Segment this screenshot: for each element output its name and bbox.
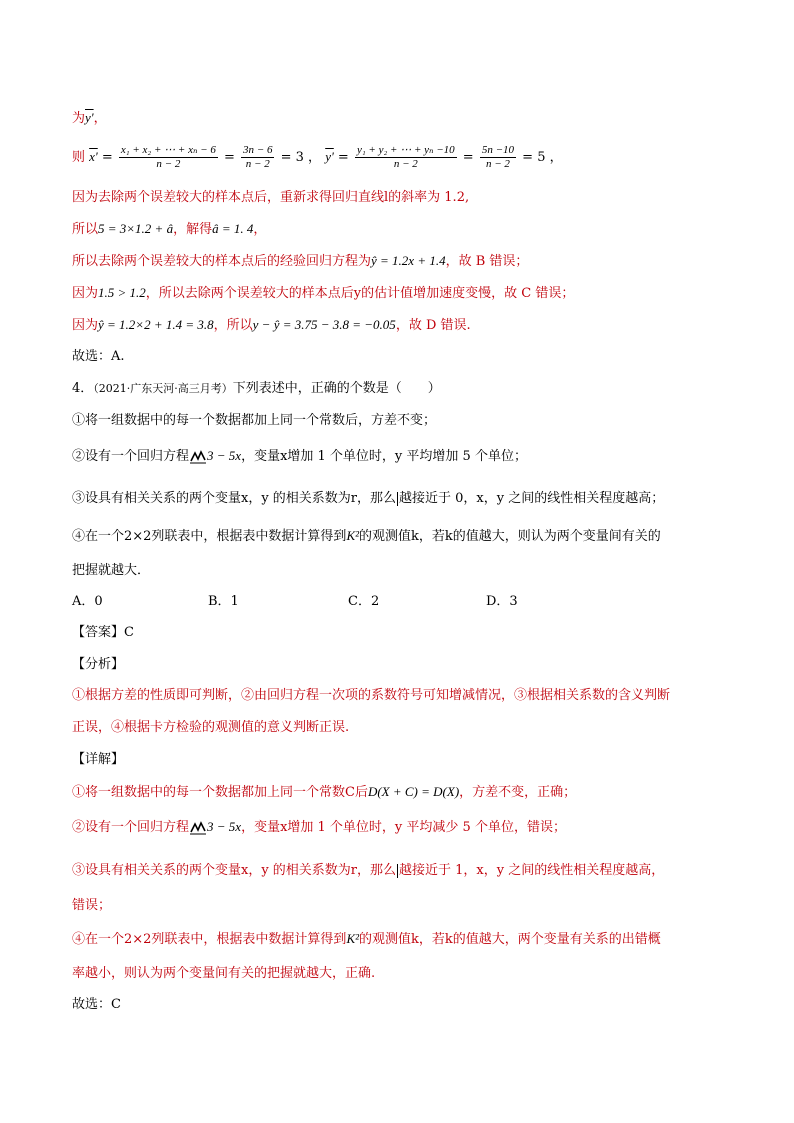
- math-symbol: = 5 ，: [522, 150, 563, 165]
- text-line: [72, 283, 574, 304]
- math-expression: 5 = 3×1.2 + â: [98, 221, 174, 236]
- statement-4: [72, 526, 661, 547]
- math-symbol: =: [101, 150, 113, 165]
- text-span: ，故 D 错误.: [395, 318, 471, 333]
- text-span: 为: [72, 111, 86, 126]
- detail-line-2: [72, 817, 566, 838]
- text-span: ，所以去除两个误差较大的样本点后y的估计值增加速度变慢，故 C 错误；: [145, 286, 575, 301]
- math-expression: y − ŷ = 3.75 − 3.8 = −0.05: [252, 317, 396, 332]
- text-span: ，所以: [213, 318, 253, 333]
- text-span: ④在一个2×2列联表中，根据表中数据计算得到: [72, 932, 347, 947]
- text-span: ③设具有相关关系的两个变量x，y 的相关系数为r，那么: [72, 863, 397, 878]
- fraction: [355, 144, 457, 171]
- detail-line-4-cont: 率越小，则认为两个变量间有关的把握就越大，正确.: [72, 966, 376, 981]
- math-symbol: =: [462, 150, 474, 165]
- math-expression: 3 − 5x: [207, 819, 242, 834]
- math-expression: ŷ = 1.2×2 + 1.4 = 3.8: [98, 317, 214, 332]
- fraction-numerator: y₁ + y₂ + ⋯ + yₙ −10: [356, 144, 455, 156]
- fraction-numerator: 3n − 6: [243, 144, 273, 156]
- text-span: 因为: [72, 318, 99, 333]
- fraction: [119, 144, 218, 171]
- option-b: B．1: [208, 594, 239, 609]
- statement-3: [72, 489, 664, 509]
- text-span: ②设有一个回归方程: [72, 820, 190, 835]
- text-span: ，变量x增加 1 个单位时，y 平均增加 5 个单位；: [241, 449, 527, 464]
- text-span: 则: [72, 150, 86, 165]
- math-expression: 3 − 5x: [207, 448, 242, 463]
- fraction-denominator: n − 2: [156, 158, 181, 170]
- text-span: 因为: [72, 286, 99, 301]
- final-answer: 故选：C: [72, 997, 121, 1012]
- fraction-numerator: 5n −10: [481, 144, 515, 156]
- math-expression: 1.5 > 1.2: [98, 285, 146, 300]
- text-span: 越接近于 1，x，y 之间的线性相关程度越高，: [399, 863, 665, 878]
- text-span: ③设具有相关关系的两个变量x，y 的相关系数为r，那么: [72, 491, 397, 506]
- text-span: 的观测值k，若k的值越大，则认为两个变量间有关的: [359, 529, 661, 544]
- text-span: ②设有一个回归方程: [72, 449, 190, 464]
- regression-hat-icon: [189, 821, 207, 835]
- math-expression: D(X + C) = D(X): [367, 784, 460, 799]
- math-expression: K²: [346, 528, 360, 543]
- analysis-line-1: ①根据方差的性质即可判断，②由回归方程一次项的系数符号可知增减情况，③根据相关系数的含义判断: [72, 688, 671, 703]
- statement-1: ①将一组数据中的每一个数据都加上同一个常数后，方差不变；: [72, 413, 437, 428]
- detail-line-3: [72, 861, 664, 881]
- text-line: [72, 315, 471, 336]
- fraction-denominator: n − 2: [245, 158, 270, 170]
- analysis-line-2: 正误，④根据卡方检验的观测值的意义判断正误.: [72, 720, 350, 735]
- text-line: [72, 219, 266, 240]
- text-span: 所以: [72, 222, 99, 237]
- math-symbol: y': [85, 110, 94, 125]
- text-span: ，: [253, 222, 267, 237]
- math-symbol: = 3 ，: [280, 150, 322, 165]
- math-expression: â = 1. 4: [212, 221, 254, 236]
- formula-line: [72, 142, 563, 173]
- question-text: 下列表述中，正确的个数是（ ）: [232, 381, 441, 396]
- analysis-label: 【分析】: [72, 657, 125, 672]
- answer-label: 【答案】C: [72, 625, 134, 640]
- detail-line-1: [72, 782, 576, 803]
- text-span: ，故 B 错误；: [445, 254, 529, 269]
- text-line: [72, 108, 107, 129]
- math-symbol: =: [337, 150, 349, 165]
- option-d: D．3: [486, 594, 518, 609]
- text-span: ，变量x增加 1 个单位时，y 平均减少 5 个单位，错误；: [241, 820, 566, 835]
- fraction-denominator: n − 2: [393, 158, 418, 170]
- abs-bar-icon: [397, 864, 398, 878]
- text-span: ，解得: [173, 222, 213, 237]
- text-line: [72, 251, 528, 272]
- fraction: [480, 144, 516, 171]
- math-symbol: =: [224, 150, 235, 165]
- detail-line-3-cont: 错误；: [72, 898, 112, 913]
- question-stem: [72, 379, 441, 399]
- math-expression: K²: [346, 931, 360, 946]
- text-span: ，: [93, 111, 107, 126]
- text-span: 所以去除两个误差较大的样本点后的经验回归方程为: [72, 254, 372, 269]
- detail-label: 【详解】: [72, 752, 125, 767]
- text-span: ④在一个2×2列联表中，根据表中数据计算得到: [72, 529, 347, 544]
- fraction-denominator: n − 2: [485, 158, 510, 170]
- math-symbol: y': [325, 149, 334, 164]
- option-a: A．0: [72, 594, 103, 609]
- fraction-numerator: x₁ + x₂ + ⋯ + xₙ − 6: [120, 144, 216, 156]
- statement-2: [72, 446, 527, 467]
- text-line: 因为去除两个误差较大的样本点后，重新求得回归直线l的斜率为 1.2,: [72, 190, 470, 205]
- answer-choice-line: 故选：A.: [72, 349, 125, 364]
- text-span: ①将一组数据中的每一个数据都加上同一个常数C后: [72, 785, 368, 800]
- question-number: 4．: [72, 381, 94, 396]
- text-span: 的观测值k，若k的值越大，两个变量有关系的出错概: [359, 932, 661, 947]
- fraction: [241, 144, 274, 171]
- regression-hat-icon: [189, 450, 207, 464]
- math-expression: ŷ = 1.2x + 1.4: [371, 253, 446, 268]
- detail-line-4: [72, 929, 661, 950]
- statement-4-cont: 把握就越大．: [72, 563, 151, 578]
- math-symbol: x': [89, 149, 98, 164]
- abs-bar-icon: [397, 492, 398, 506]
- text-span: ，方差不变，正确；: [459, 785, 577, 800]
- text-span: 越接近于 0，x，y 之间的线性相关程度越高；: [399, 491, 665, 506]
- option-c: C．2: [348, 594, 380, 609]
- question-source: （2021·广东天河·高三月考）: [93, 382, 233, 395]
